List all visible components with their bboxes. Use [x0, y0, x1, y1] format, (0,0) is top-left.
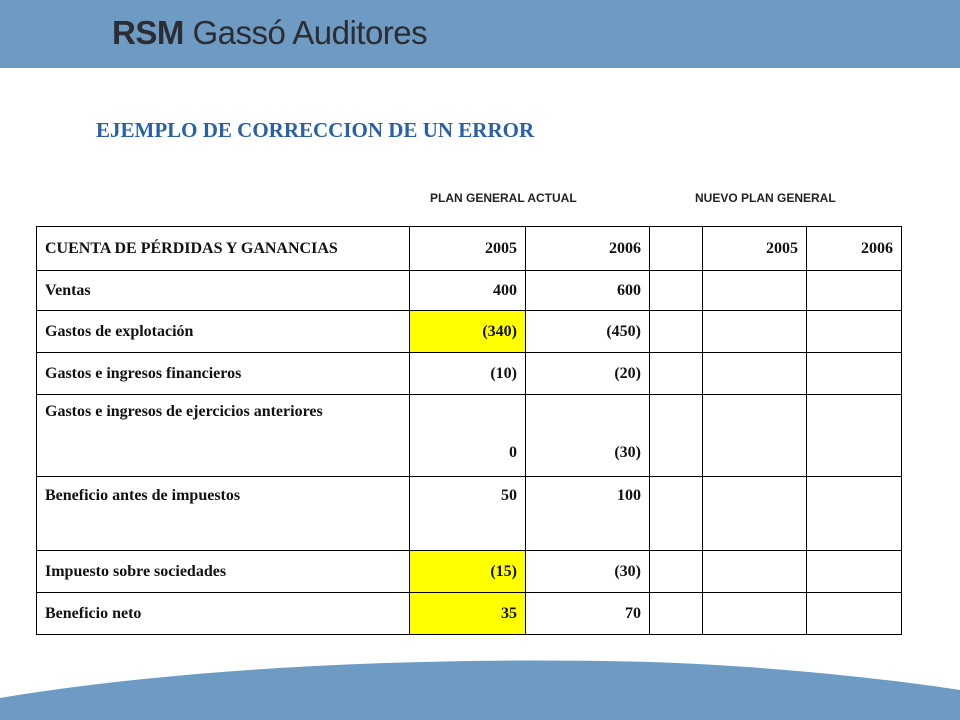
company-logo [112, 14, 427, 52]
plan-actual-heading: PLAN GENERAL ACTUAL [430, 191, 577, 205]
bottom-swoosh-decoration [0, 650, 960, 720]
empty-cell [650, 271, 703, 311]
empty-cell [650, 311, 703, 353]
new-value-2006 [807, 353, 902, 395]
year-cell [650, 227, 703, 271]
empty-cell [650, 353, 703, 395]
empty-cell [650, 593, 703, 635]
new-value-2006 [807, 311, 902, 353]
row-label: Gastos e ingresos de ejercicios anteriores [37, 395, 410, 477]
page-title: EJEMPLO DE CORRECCION DE UN ERROR [96, 118, 535, 142]
new-value-2005 [703, 271, 807, 311]
value-2005-highlighted: 35 [410, 593, 526, 635]
table-row [37, 593, 902, 635]
empty-cell [650, 395, 703, 477]
row-label: Ventas [37, 271, 410, 311]
table-header-row [37, 227, 902, 271]
results-table [36, 226, 902, 635]
row-label: Impuesto sobre sociedades [37, 551, 410, 593]
value-2006: (20) [526, 353, 650, 395]
value-2005: 400 [410, 271, 526, 311]
value-2006: 70 [526, 593, 650, 635]
new-value-2006 [807, 593, 902, 635]
value-2005: (10) [410, 353, 526, 395]
value-2006: 100 [526, 477, 650, 551]
table-row [37, 271, 902, 311]
new-value-2006 [807, 395, 902, 477]
value-2005-highlighted: (15) [410, 551, 526, 593]
year-cell: 2006 [807, 227, 902, 271]
table-row [37, 311, 902, 353]
header-label-cell: CUENTA DE PÉRDIDAS Y GANANCIAS [37, 227, 410, 271]
table-row [37, 477, 902, 551]
value-2005: 0 [410, 395, 526, 477]
plan-nuevo-heading: NUEVO PLAN GENERAL [695, 191, 836, 205]
new-value-2006 [807, 271, 902, 311]
value-2006: (30) [526, 551, 650, 593]
table-row [37, 353, 902, 395]
new-value-2005 [703, 551, 807, 593]
row-label: Gastos de explotación [37, 311, 410, 353]
year-cell: 2005 [410, 227, 526, 271]
value-2005-highlighted: (340) [410, 311, 526, 353]
table-row [37, 395, 902, 477]
new-value-2005 [703, 477, 807, 551]
swoosh-shape [0, 661, 960, 720]
empty-cell [650, 477, 703, 551]
table-row [37, 551, 902, 593]
logo-rsm: RSM [112, 14, 184, 51]
header-bar [0, 0, 960, 68]
new-value-2005 [703, 353, 807, 395]
new-value-2006 [807, 477, 902, 551]
new-value-2005 [703, 395, 807, 477]
empty-cell [650, 551, 703, 593]
value-2005: 50 [410, 477, 526, 551]
year-cell: 2006 [526, 227, 650, 271]
value-2006: (450) [526, 311, 650, 353]
year-cell: 2005 [703, 227, 807, 271]
new-value-2005 [703, 593, 807, 635]
value-2006: 600 [526, 271, 650, 311]
value-2006: (30) [526, 395, 650, 477]
row-label: Beneficio neto [37, 593, 410, 635]
new-value-2005 [703, 311, 807, 353]
row-label: Beneficio antes de impuestos [37, 477, 410, 551]
logo-name: Gassó Auditores [192, 14, 428, 51]
row-label: Gastos e ingresos financieros [37, 353, 410, 395]
new-value-2006 [807, 551, 902, 593]
